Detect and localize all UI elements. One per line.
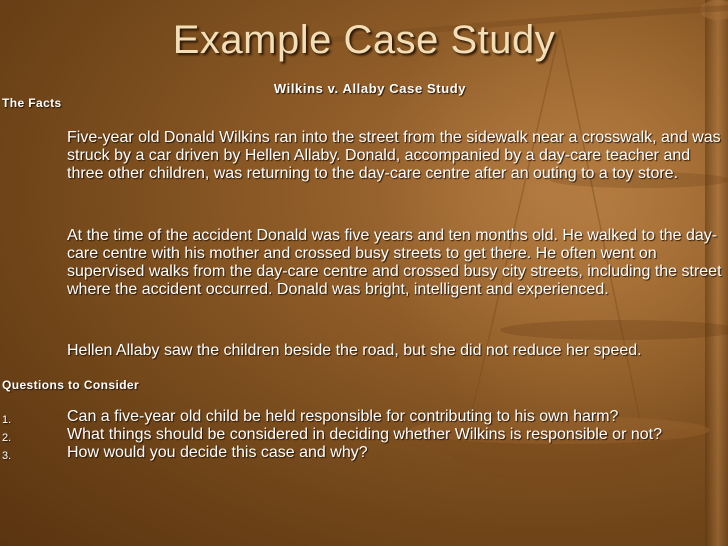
case-subtitle: Wilkins v. Allaby Case Study — [273, 81, 467, 96]
fact-paragraph: At the time of the accident Donald was five years and ten months old. He walked to the day-care centre with his mother and crossed busy streets to get there. He often went on supervised walks from the day-care centre and crossed busy city streets, including the street where the accident occurred. Donald was bright, intelligent and experienced. — [67, 227, 722, 298]
question-text: What things should be considered in deciding whether Wilkins is responsible or not? — [67, 426, 662, 443]
facts-heading: The Facts — [2, 96, 62, 110]
fact-paragraph: Hellen Allaby saw the children beside the road, but she did not reduce her speed. — [67, 342, 642, 359]
question-text: How would you decide this case and why? — [67, 444, 368, 461]
question-number: 2. — [2, 432, 12, 444]
question-item — [0, 444, 717, 462]
question-number: 3. — [2, 450, 12, 462]
question-text: Can a five-year old child be held responsible for contributing to his own harm? — [67, 408, 619, 425]
questions-list — [0, 408, 728, 462]
question-item — [0, 426, 717, 444]
question-item — [0, 408, 717, 426]
fact-paragraph: Five-year old Donald Wilkins ran into the street from the sidewalk near a crosswalk, and was struck by a car driven by Hellen Allaby. Donald, accompanied by a day-care teacher and three other children, was returning to the day-care centre after an outing to a toy store. — [67, 129, 721, 182]
questions-heading: Questions to Consider — [2, 378, 140, 392]
question-number: 1. — [2, 414, 12, 426]
slide-title: Example Case Study — [172, 18, 556, 62]
